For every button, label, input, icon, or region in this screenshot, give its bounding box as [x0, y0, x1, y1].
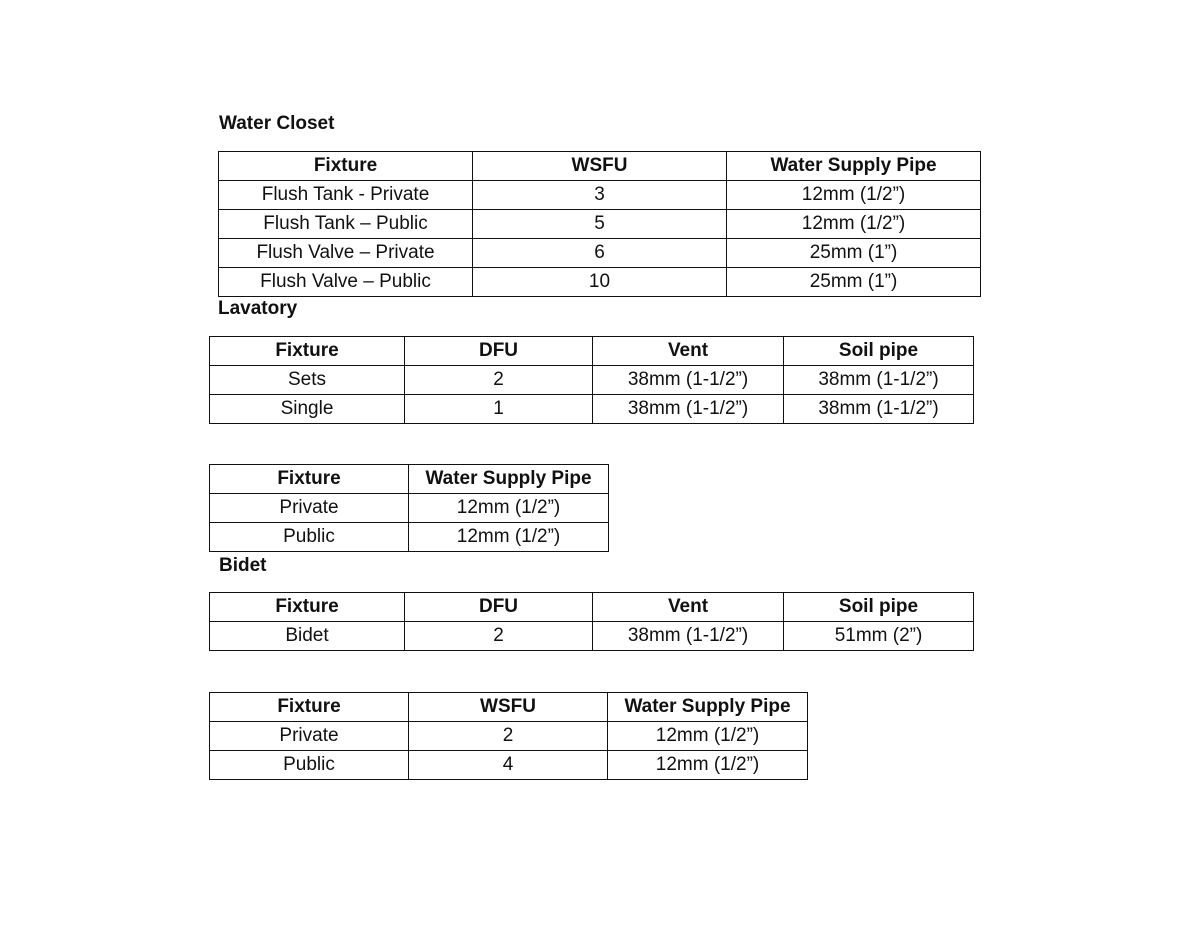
cell-fixture: Flush Valve – Private: [219, 239, 473, 268]
cell-fixture: Single: [210, 395, 405, 424]
lavatory-drainage-table: [209, 336, 974, 424]
table-row: [219, 210, 981, 239]
column-header-soil-pipe: Soil pipe: [784, 337, 974, 366]
lavatory-supply-table: [209, 464, 609, 552]
cell-water-supply-pipe: 12mm (1/2”): [409, 494, 609, 523]
water-closet-table: [218, 151, 981, 297]
cell-water-supply-pipe: 25mm (1”): [727, 239, 981, 268]
cell-wsfu: 10: [473, 268, 727, 297]
table-row: [219, 239, 981, 268]
table-row: [210, 366, 974, 395]
table-row: [210, 523, 609, 552]
cell-water-supply-pipe: 12mm (1/2”): [409, 523, 609, 552]
cell-vent: 38mm (1-1/2”): [593, 395, 784, 424]
column-header-fixture: Fixture: [210, 337, 405, 366]
cell-wsfu: 4: [409, 751, 608, 780]
cell-fixture: Public: [210, 523, 409, 552]
cell-vent: 38mm (1-1/2”): [593, 622, 784, 651]
cell-vent: 38mm (1-1/2”): [593, 366, 784, 395]
column-header-dfu: DFU: [405, 593, 593, 622]
cell-fixture: Flush Tank - Private: [219, 181, 473, 210]
cell-dfu: 2: [405, 622, 593, 651]
cell-fixture: Sets: [210, 366, 405, 395]
table-row: [210, 751, 808, 780]
cell-wsfu: 6: [473, 239, 727, 268]
table-header-row: [210, 593, 974, 622]
column-header-soil-pipe: Soil pipe: [784, 593, 974, 622]
column-header-water-supply-pipe: Water Supply Pipe: [409, 465, 609, 494]
cell-wsfu: 5: [473, 210, 727, 239]
cell-wsfu: 3: [473, 181, 727, 210]
table-row: [219, 268, 981, 297]
table-row: [210, 622, 974, 651]
cell-water-supply-pipe: 12mm (1/2”): [608, 722, 808, 751]
lavatory-heading: Lavatory: [218, 298, 298, 319]
column-header-dfu: DFU: [405, 337, 593, 366]
table-row: [210, 494, 609, 523]
bidet-drainage-table: [209, 592, 974, 651]
water-closet-heading: Water Closet: [219, 113, 335, 134]
bidet-supply-table: [209, 692, 808, 780]
column-header-fixture: Fixture: [219, 152, 473, 181]
table-header-row: [219, 152, 981, 181]
column-header-water-supply-pipe: Water Supply Pipe: [727, 152, 981, 181]
cell-dfu: 2: [405, 366, 593, 395]
cell-fixture: Private: [210, 494, 409, 523]
cell-wsfu: 2: [409, 722, 608, 751]
table-header-row: [210, 693, 808, 722]
cell-water-supply-pipe: 12mm (1/2”): [608, 751, 808, 780]
column-header-water-supply-pipe: Water Supply Pipe: [608, 693, 808, 722]
cell-fixture: Bidet: [210, 622, 405, 651]
cell-fixture: Flush Valve – Public: [219, 268, 473, 297]
column-header-vent: Vent: [593, 593, 784, 622]
bidet-heading: Bidet: [219, 555, 267, 576]
column-header-fixture: Fixture: [210, 693, 409, 722]
column-header-wsfu: WSFU: [409, 693, 608, 722]
column-header-fixture: Fixture: [210, 593, 405, 622]
column-header-fixture: Fixture: [210, 465, 409, 494]
cell-soil-pipe: 51mm (2”): [784, 622, 974, 651]
cell-soil-pipe: 38mm (1-1/2”): [784, 395, 974, 424]
table-row: [219, 181, 981, 210]
table-row: [210, 395, 974, 424]
table-header-row: [210, 465, 609, 494]
column-header-wsfu: WSFU: [473, 152, 727, 181]
column-header-vent: Vent: [593, 337, 784, 366]
cell-fixture: Flush Tank – Public: [219, 210, 473, 239]
cell-dfu: 1: [405, 395, 593, 424]
cell-water-supply-pipe: 12mm (1/2”): [727, 210, 981, 239]
cell-water-supply-pipe: 25mm (1”): [727, 268, 981, 297]
cell-fixture: Private: [210, 722, 409, 751]
table-header-row: [210, 337, 974, 366]
cell-fixture: Public: [210, 751, 409, 780]
table-row: [210, 722, 808, 751]
cell-water-supply-pipe: 12mm (1/2”): [727, 181, 981, 210]
cell-soil-pipe: 38mm (1-1/2”): [784, 366, 974, 395]
